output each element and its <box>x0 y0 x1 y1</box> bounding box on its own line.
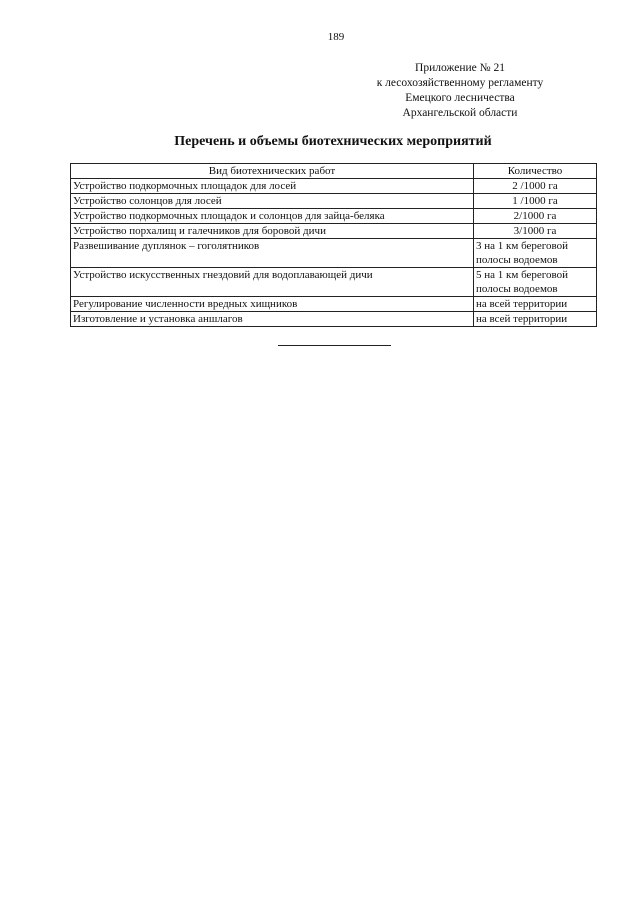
quantity-cell: 2/1000 га <box>474 209 597 224</box>
work-type-cell: Регулирование численности вредных хищников <box>71 297 474 312</box>
table-row <box>71 194 597 209</box>
biotechnical-measures-table <box>70 163 597 327</box>
table-header-row <box>71 164 597 179</box>
work-type-cell: Изготовление и установка аншлагов <box>71 312 474 327</box>
column-header-work-type: Вид биотехнических работ <box>71 164 474 179</box>
appendix-line: Архангельской области <box>402 107 518 119</box>
appendix-line: Приложение № 21 <box>415 62 505 74</box>
table-row <box>71 297 597 312</box>
table-row <box>71 224 597 239</box>
quantity-cell: 3/1000 га <box>474 224 597 239</box>
appendix-line: к лесохозяйственному регламенту <box>376 77 544 89</box>
work-type-cell: Устройство порхалищ и галечников для боровой дичи <box>71 224 474 239</box>
quantity-cell: на всей территории <box>474 297 597 312</box>
end-of-document-rule <box>278 345 391 346</box>
quantity-cell: 5 на 1 км береговой полосы водоемов <box>474 268 597 297</box>
table-row <box>71 239 597 268</box>
appendix-line: Емецкого лесничества <box>405 92 515 104</box>
table-row <box>71 268 597 297</box>
quantity-cell: 3 на 1 км береговой полосы водоемов <box>474 239 597 268</box>
appendix-header <box>360 61 560 121</box>
work-type-cell: Устройство подкормочных площадок и солонцов для зайца-беляка <box>71 209 474 224</box>
work-type-cell: Развешивание дуплянок – гоголятников <box>71 239 474 268</box>
table-row <box>71 312 597 327</box>
work-type-cell: Устройство искусственных гнездовий для водоплавающей дичи <box>71 268 474 297</box>
document-title: Перечень и объемы биотехнических мероприятий <box>174 134 492 149</box>
quantity-cell: 1 /1000 га <box>474 194 597 209</box>
column-header-quantity: Количество <box>474 164 597 179</box>
quantity-cell: 2 /1000 га <box>474 179 597 194</box>
work-type-cell: Устройство солонцов для лосей <box>71 194 474 209</box>
work-type-cell: Устройство подкормочных площадок для лосей <box>71 179 474 194</box>
table-row <box>71 179 597 194</box>
quantity-cell: на всей территории <box>474 312 597 327</box>
table-row <box>71 209 597 224</box>
page-number: 189 <box>327 31 345 43</box>
